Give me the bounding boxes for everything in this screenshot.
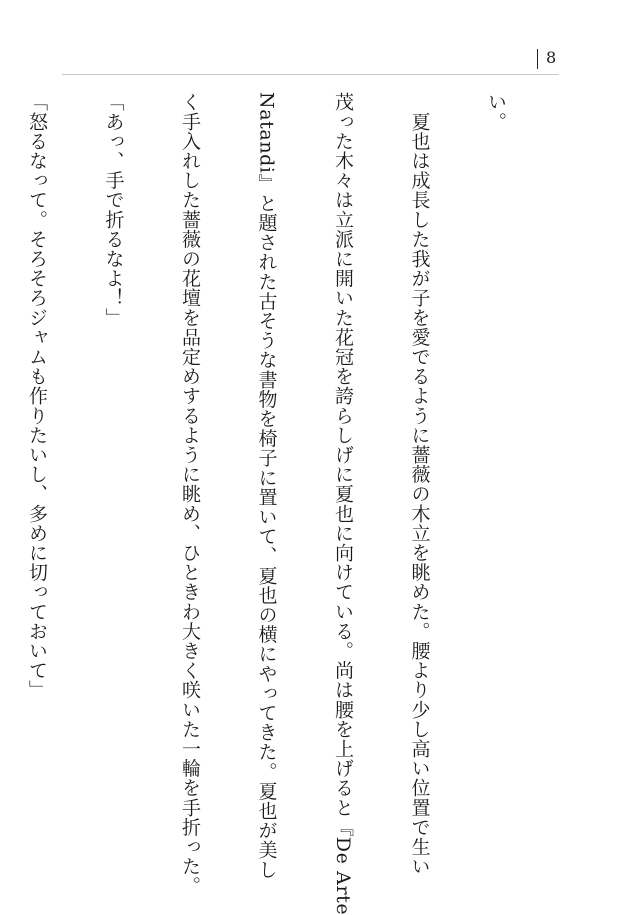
text-line: Natandi』と題された古そうな書物を椅子に置いて、夏也の横にやってきた。夏也が美し	[255, 92, 278, 880]
vertical-text-body	[0, 92, 559, 915]
text-line: 茂った木々は立派に開いた花冠を誇らしげに夏也に向けている。尚は腰を上げると『De Arte	[332, 92, 354, 915]
text-line: 「怒るなって。そろそろジャムも作りたいし、多めに切っておいて」	[26, 92, 48, 700]
text-line: く手入れした薔薇の花壇を品定めするように眺め、ひときわ大きく咲いた一輪を手折った。	[179, 92, 201, 896]
text-line: い。	[485, 92, 507, 132]
page-number: 8	[546, 48, 557, 67]
header-rule	[62, 74, 559, 75]
text-line: 「あっ、手で折るなよ！」	[102, 92, 125, 328]
text-line: 夏也は成長した我が子を愛でるように薔薇の木立を眺めた。腰より少し高い位置で生い	[408, 92, 431, 876]
header-divider-mark	[537, 49, 538, 69]
